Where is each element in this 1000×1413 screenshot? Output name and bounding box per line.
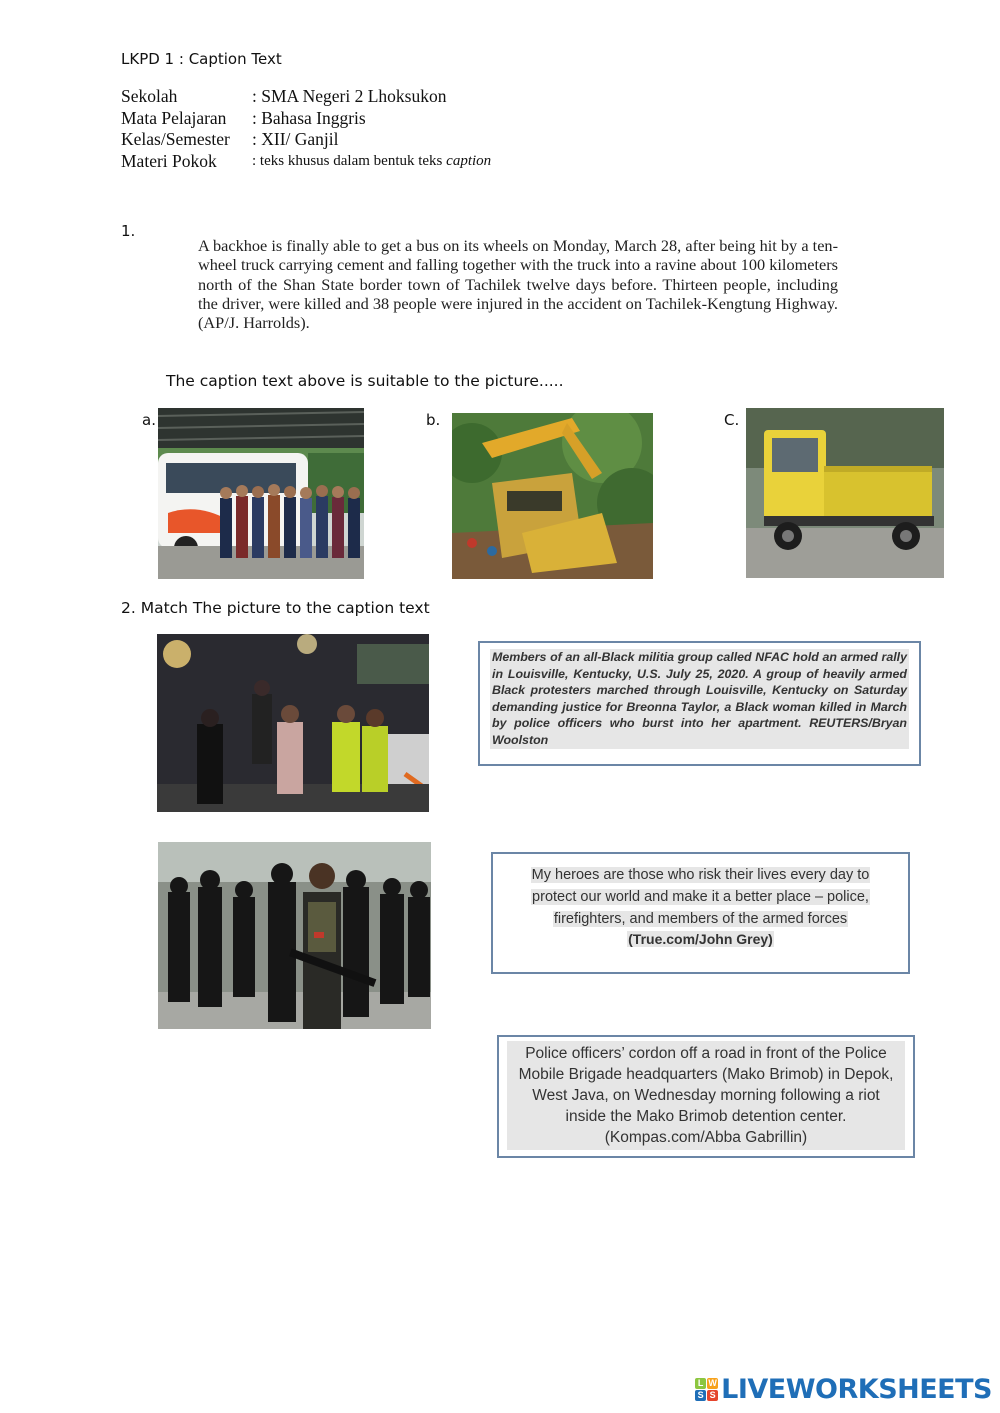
- caption-heroes-line-2: protect our world and make it a better place – police,: [532, 889, 869, 905]
- logo-letter-w: W: [708, 1378, 717, 1388]
- info-row-kelas-semester: [121, 129, 491, 151]
- liveworksheets-logo: [695, 1374, 992, 1405]
- logo-letter-s1: S: [695, 1390, 706, 1401]
- caption-text-nfac: Members of an all-Black militia group called NFAC hold an armed rally in Louisville, Kentucky, U.S. July 25, 2020. A group of heavily armed Black protesters marched through Louisville, Kentucky on Saturday demanding justice for Breonna Taylor, a Black woman killed in March by police officers who burst into her apartment. REUTERS/Bryan Woolston: [492, 650, 907, 747]
- info-value: [252, 151, 491, 173]
- info-row-sekolah: [121, 86, 491, 108]
- logo-letter-s2: S: [707, 1390, 718, 1401]
- caption-heroes-line-1: My heroes are those who risk their lives every day to: [531, 867, 870, 883]
- info-value: : Bahasa Inggris: [252, 107, 366, 128]
- info-value: : SMA Negeri 2 Lhoksukon: [252, 86, 447, 106]
- logo-wordmark: LIVEWORKSHEETS: [721, 1374, 992, 1405]
- question-1-number: 1.: [121, 222, 136, 240]
- caption-text-police-cordon: Police officers’ cordon off a road in front of the Police Mobile Brigade headquarters (Mako Brimob) in Depok, West Java, on Wednesday morning following a riot inside the Mako Brimob detention center. (Kompas.com/Abba Gabrillin): [507, 1041, 905, 1150]
- police-cordon-night-photo: [157, 634, 429, 812]
- caption-box-police-cordon[interactable]: [497, 1035, 915, 1158]
- militia-march-illustration: [158, 842, 431, 1029]
- info-value: : XII/ Ganjil: [252, 129, 339, 149]
- bus-launch-illustration: [158, 408, 364, 579]
- caption-box-heroes[interactable]: [491, 852, 910, 974]
- question-2-title: 2. Match The picture to the caption text: [121, 599, 430, 617]
- info-row-mata-pelajaran: [121, 108, 491, 130]
- question-1-passage: A backhoe is finally able to get a bus on its wheels on Monday, March 28, after being hit by a ten-wheel truck carrying cement and falling together with the truck into a ravine about 100 kilometers north of the Shan State border town of Tachilek twelve days before. Thirteen people, including the driver, were killed and 38 people were injured in the accident on Tachilek-Kengtung Highway. (AP/J. Harrolds).: [198, 236, 838, 333]
- info-value-italic: caption: [446, 152, 492, 169]
- yellow-truck-illustration: [746, 408, 944, 578]
- caption-heroes-line-3: firefighters, and members of the armed forces: [553, 911, 848, 927]
- info-value-prefix: : teks khusus dalam bentuk teks: [252, 152, 447, 169]
- option-b-label: b.: [426, 411, 441, 429]
- option-a-label: a.: [142, 411, 156, 429]
- bus-launch-photo: [158, 408, 364, 579]
- logo-grid-icon: [695, 1378, 718, 1401]
- info-label: Mata Pelajaran: [121, 107, 227, 128]
- armed-militia-march-photo: [158, 842, 431, 1029]
- worksheet-title: LKPD 1 : Caption Text: [121, 50, 282, 68]
- info-label: Kelas/Semester: [121, 129, 230, 149]
- question-1-instruction: The caption text above is suitable to the picture.....: [166, 372, 564, 390]
- option-c-label: C.: [724, 411, 740, 429]
- caption-heroes-credit: (True.com/John Grey): [628, 931, 773, 947]
- info-label: Sekolah: [121, 86, 178, 106]
- school-info: [121, 86, 491, 172]
- caption-box-nfac[interactable]: [478, 641, 921, 766]
- info-label: Materi Pokok: [121, 150, 217, 171]
- police-cordon-illustration: [157, 634, 429, 812]
- backhoe-ravine-illustration: [452, 413, 653, 579]
- logo-letter-l: L: [695, 1378, 706, 1389]
- info-row-materi-pokok: [121, 151, 491, 173]
- backhoe-ravine-photo: [452, 413, 653, 579]
- yellow-truck-photo: [746, 408, 944, 578]
